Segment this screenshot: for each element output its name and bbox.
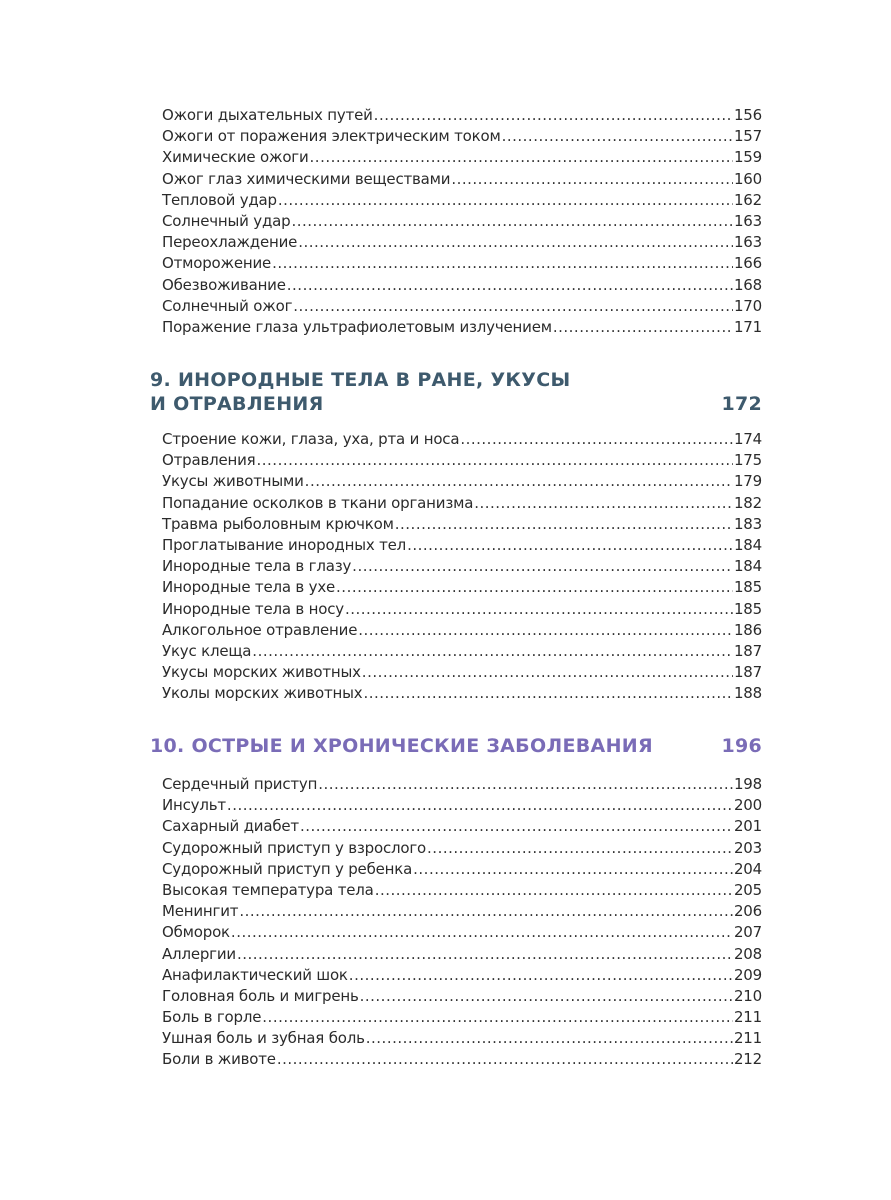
- entry-title: Уколы морских животных: [162, 684, 363, 703]
- toc-entry[interactable]: [162, 795, 762, 816]
- entry-title: Укусы морских животных: [162, 663, 361, 682]
- dot-leader: [318, 774, 733, 795]
- dot-leader: [395, 514, 733, 535]
- entry-page: 208: [733, 944, 762, 963]
- entry-title: Судорожный приступ у взрослого: [162, 838, 427, 857]
- entry-page: 170: [733, 296, 762, 315]
- dot-leader: [287, 275, 733, 296]
- entry-page: 182: [733, 493, 762, 512]
- entry-title: Алкогольное отравление: [162, 620, 358, 639]
- entry-title: Аллергии: [162, 944, 236, 963]
- chapter-title: 10. ОСТРЫЕ И ХРОНИЧЕСКИЕ ЗАБОЛЕВАНИЯ: [150, 735, 653, 757]
- dot-leader: [413, 859, 733, 880]
- entry-title: Химические ожоги: [162, 148, 309, 167]
- toc-entry[interactable]: [162, 641, 762, 662]
- toc-section-chapter-10: [162, 774, 762, 1071]
- toc-entry[interactable]: [162, 922, 762, 943]
- toc-entry[interactable]: [162, 232, 762, 253]
- dot-leader: [474, 493, 733, 514]
- entry-title: Отморожение: [162, 254, 272, 273]
- entry-title: Боли в животе: [162, 1050, 276, 1069]
- chapter-title-line-1: 9. ИНОРОДНЫЕ ТЕЛА В РАНЕ, УКУСЫ: [150, 369, 571, 391]
- entry-page: 205: [733, 880, 762, 899]
- toc-entry[interactable]: [162, 901, 762, 922]
- dot-leader: [336, 577, 733, 598]
- toc-entry[interactable]: [162, 317, 762, 338]
- dot-leader: [239, 901, 733, 922]
- dot-leader: [553, 317, 733, 338]
- entry-title: Солнечный удар: [162, 211, 291, 230]
- entry-title: Попадание осколков в ткани организма: [162, 493, 474, 512]
- entry-page: 163: [733, 211, 762, 230]
- chapter-page: 172: [721, 393, 762, 415]
- toc-entry[interactable]: [162, 556, 762, 577]
- toc-section-burns: [162, 105, 762, 338]
- entry-page: 174: [733, 430, 762, 448]
- toc-entry[interactable]: [162, 450, 762, 471]
- toc-entry[interactable]: [162, 816, 762, 837]
- dot-leader: [300, 816, 733, 837]
- toc-entry[interactable]: [162, 275, 762, 296]
- toc-entry[interactable]: [162, 296, 762, 317]
- entry-page: 160: [733, 169, 762, 188]
- entry-title: Судорожный приступ у ребенка: [162, 859, 413, 878]
- entry-title: Ушная боль и зубная боль: [162, 1029, 365, 1048]
- entry-page: 163: [733, 233, 762, 252]
- entry-page: 185: [733, 599, 762, 618]
- chapter-title-line-2: И ОТРАВЛЕНИЯ: [150, 393, 324, 415]
- entry-title: Травма рыболовным крючком: [162, 514, 394, 533]
- entry-page: 179: [733, 472, 762, 491]
- dot-leader: [345, 599, 733, 620]
- toc-entry[interactable]: [162, 774, 762, 795]
- dot-leader: [427, 838, 733, 859]
- entry-page: 175: [733, 451, 762, 470]
- entry-page: 204: [733, 859, 762, 878]
- entry-title: Укус клеща: [162, 641, 252, 660]
- entry-page: 168: [733, 275, 762, 294]
- entry-page: 184: [733, 557, 762, 576]
- entry-title: Тепловой удар: [162, 190, 277, 209]
- toc-entry[interactable]: [162, 493, 762, 514]
- toc-entry[interactable]: [162, 662, 762, 683]
- entry-page: 187: [733, 641, 762, 660]
- entry-title: Поражение глаза ультрафиолетовым излучением: [162, 317, 552, 336]
- dot-leader: [278, 190, 733, 211]
- dot-leader: [374, 105, 733, 126]
- entry-title: Отравления: [162, 451, 256, 470]
- entry-page: 207: [733, 923, 762, 942]
- entry-page: 187: [733, 663, 762, 682]
- entry-page: 203: [733, 838, 762, 857]
- toc-entry[interactable]: [162, 253, 762, 274]
- entry-title: Высокая температура тела: [162, 880, 374, 899]
- chapter-page: 196: [721, 735, 762, 757]
- toc-entry[interactable]: [162, 599, 762, 620]
- toc-entry[interactable]: [162, 211, 762, 232]
- dot-leader: [231, 922, 733, 943]
- entry-title: Ожоги от поражения электрическим током: [162, 127, 501, 146]
- toc-entry[interactable]: [162, 126, 762, 147]
- entry-page: 162: [733, 190, 762, 209]
- dot-leader: [272, 253, 733, 274]
- entry-title: Сердечный приступ: [162, 775, 318, 793]
- entry-page: 171: [733, 317, 762, 336]
- dot-leader: [293, 296, 733, 317]
- toc-entry[interactable]: [162, 620, 762, 641]
- dot-leader: [252, 641, 733, 662]
- dot-leader: [305, 471, 733, 492]
- dot-leader: [352, 556, 733, 577]
- entry-page: 209: [733, 965, 762, 984]
- toc-entry[interactable]: [162, 429, 762, 450]
- entry-page: 156: [733, 106, 762, 124]
- toc-entry[interactable]: [162, 147, 762, 168]
- entry-title: Инородные тела в ухе: [162, 578, 336, 597]
- toc-entry[interactable]: [162, 169, 762, 190]
- toc-entry[interactable]: [162, 190, 762, 211]
- entry-title: Укусы животными: [162, 472, 304, 491]
- dot-leader: [262, 1007, 733, 1028]
- dot-leader: [460, 429, 733, 450]
- dot-leader: [291, 211, 733, 232]
- dot-leader: [257, 450, 733, 471]
- toc-entry[interactable]: [162, 986, 762, 1007]
- entry-page: 185: [733, 578, 762, 597]
- entry-title: Переохлаждение: [162, 233, 298, 252]
- entry-title: Ожоги дыхательных путей: [162, 106, 373, 124]
- dot-leader: [358, 620, 733, 641]
- entry-page: 166: [733, 254, 762, 273]
- entry-page: 201: [733, 817, 762, 836]
- entry-title: Ожог глаз химическими веществами: [162, 169, 451, 188]
- entry-title: Солнечный ожог: [162, 296, 293, 315]
- entry-page: 206: [733, 902, 762, 921]
- dot-leader: [451, 169, 733, 190]
- entry-page: 212: [733, 1050, 762, 1069]
- toc-entry[interactable]: [162, 514, 762, 535]
- toc-entry[interactable]: [162, 1028, 762, 1049]
- toc-entry[interactable]: [162, 859, 762, 880]
- toc-entry[interactable]: [162, 965, 762, 986]
- entry-page: 211: [733, 1029, 762, 1048]
- toc-entry[interactable]: [162, 577, 762, 598]
- dot-leader: [237, 944, 733, 965]
- entry-page: 200: [733, 796, 762, 815]
- chapter-9-heading[interactable]: [150, 368, 762, 416]
- entry-page: 183: [733, 514, 762, 533]
- toc-entry[interactable]: [162, 880, 762, 901]
- dot-leader: [502, 126, 733, 147]
- entry-page: 198: [733, 775, 762, 793]
- entry-title: Обезвоживание: [162, 275, 286, 294]
- chapter-10-heading[interactable]: [150, 734, 762, 758]
- entry-title: Инородные тела в глазу: [162, 557, 352, 576]
- dot-leader: [227, 795, 733, 816]
- entry-page: 157: [733, 127, 762, 146]
- toc-entry[interactable]: [162, 105, 762, 126]
- entry-page: 188: [733, 684, 762, 703]
- entry-page: 186: [733, 620, 762, 639]
- entry-page: 159: [733, 148, 762, 167]
- toc-entry[interactable]: [162, 1049, 762, 1070]
- entry-page: 211: [733, 1008, 762, 1027]
- dot-leader: [375, 880, 733, 901]
- toc-entry[interactable]: [162, 683, 762, 704]
- toc-section-chapter-9: [162, 429, 762, 704]
- entry-title: Проглатывание инородных тел: [162, 535, 407, 554]
- toc-entry[interactable]: [162, 944, 762, 965]
- dot-leader: [349, 965, 733, 986]
- entry-title: Инородные тела в носу: [162, 599, 344, 618]
- entry-title: Менингит: [162, 902, 239, 921]
- entry-page: 184: [733, 535, 762, 554]
- dot-leader: [277, 1049, 733, 1070]
- entry-title: Сахарный диабет: [162, 817, 299, 836]
- entry-title: Боль в горле: [162, 1008, 262, 1027]
- dot-leader: [407, 535, 733, 556]
- toc-entry[interactable]: [162, 838, 762, 859]
- entry-title: Инсульт: [162, 796, 226, 815]
- entry-title: Головная боль и мигрень: [162, 986, 359, 1005]
- dot-leader: [360, 986, 733, 1007]
- entry-title: Анафилактический шок: [162, 965, 348, 984]
- entry-page: 210: [733, 986, 762, 1005]
- toc-entry[interactable]: [162, 1007, 762, 1028]
- entry-title: Строение кожи, глаза, уха, рта и носа: [162, 430, 460, 448]
- dot-leader: [298, 232, 733, 253]
- toc-entry[interactable]: [162, 471, 762, 492]
- dot-leader: [310, 147, 733, 168]
- dot-leader: [366, 1028, 733, 1049]
- dot-leader: [363, 683, 733, 704]
- toc-entry[interactable]: [162, 535, 762, 556]
- entry-title: Обморок: [162, 923, 230, 942]
- dot-leader: [362, 662, 733, 683]
